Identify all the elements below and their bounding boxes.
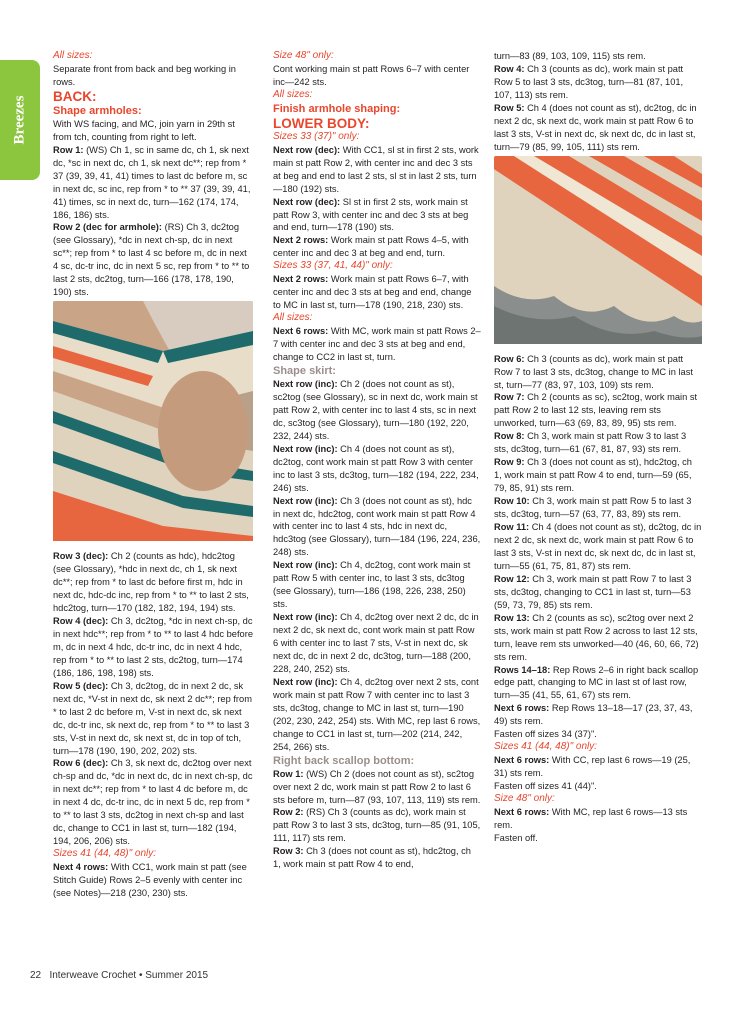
instruction-rows-14-18: Rows 14–18: Rep Rows 2–6 in right back scallop edge patt, changing to MC in last st of last row, turn—35 (41, 55, 61, 67) sts rem. xyxy=(494,664,699,701)
instruction-row-2: Row 2: (RS) Ch 3 (counts as dc), work main st patt Row 3 to last 3 sts, dc3tog, turn—85 (91, 105, 111, 117) sts rem. xyxy=(273,807,481,844)
instruction-row-11: Row 11: Ch 4 (does not count as st), dc2tog, dc in next 2 dc, sk next dc, work main st patt Row 6 to last 3 sts, V-st in next dc, sk next dc, dc in last st, turn—55 (61, 75, 81, 87) sts rem. xyxy=(494,522,702,571)
paragraph: Fasten off. xyxy=(494,832,538,843)
column-1 xyxy=(53,50,253,900)
instruction-inc-row: Next row (inc): Ch 4 (does not count as st), dc2tog, cont work main st patt Row 3 with center inc to last 3 sts, dc3tog, turn—182 (194, 222, 234, 246) sts. xyxy=(273,443,479,493)
instruction-row-9: Row 9: Ch 3 (does not count as st), hdc2tog, ch 1, work main st patt Row 4 to end, turn—59 (65, 79, 85, 91) sts rem. xyxy=(494,457,692,494)
heading-shape-armholes: Shape armholes: xyxy=(53,104,142,117)
issue-name: Summer 2015 xyxy=(145,970,209,981)
photo-armhole-image xyxy=(53,301,253,541)
instruction-next-4-rows: Next 4 rows: With CC1, work main st patt (see Stitch Guide) Rows 2–5 evenly with center inc (see Notes)—218 (230, 230) sts. xyxy=(53,862,247,898)
page-footer xyxy=(30,970,208,981)
photo-armhole-detail xyxy=(53,301,253,546)
instruction-row-6: Row 6: Ch 3 (counts as dc), work main st patt Row 7 to last 3 sts, dc3tog, change to MC in last st, turn—77 (83, 97, 103, 109) sts rem. xyxy=(494,353,693,390)
heading-sizes: Sizes 41 (44, 48)" only: xyxy=(53,848,157,860)
instruction-next-rows: Next 2 rows: Work main st patt Rows 4–5, with center inc and dec 3 at beg and end, turn. xyxy=(273,235,469,259)
paragraph: Fasten off sizes 41 (44)". xyxy=(494,781,597,792)
instruction-row-13: Row 13: Ch 2 (counts as sc), sc2tog over next 2 sts, work main st patt Row 2 across to last 12 sts, turn, leave rem sts unworked—40 (46, 60, 66, 72) sts rem. xyxy=(494,612,699,662)
instruction-row-1: Row 1: (WS) Ch 2 (does not count as st), sc2tog over next 2 dc, work main st patt Row 2 to last 6 sts before m, turn—87 (93, 107, 113, 119) sts rem. xyxy=(273,768,481,805)
column-2 xyxy=(273,50,481,871)
instruction-next-6-rows: Next 6 rows: With CC, rep last 6 rows—19 (25, 31) sts rem. xyxy=(494,755,691,779)
instruction-next-rows: Next 6 rows: With MC, work main st patt Rows 2–7 with center inc and dec 3 sts at beg and end, change to CC2 in last st, turn. xyxy=(273,326,481,363)
instruction-inc-row: Next row (inc): Ch 4, dc2tog over next 2 dc, dc in next 2 dc, sk next dc, cont work main st patt Row 6 with center inc to last 7 sts, V-st in next dc, sk next dc, dc in next 2 dc, dc3tog, turn—188 (200, 228, 240, 252) sts. xyxy=(273,612,479,674)
instruction-row-3: Row 3: Ch 3 (does not count as st), hdc2tog, ch 1, work main st patt Row 4 to end, xyxy=(273,846,471,870)
instruction-row-4: Row 4 (dec): Ch 3, dc2tog, *dc in next ch-sp, dc in next hdc**; rep from * to ** to last 4 hdc before m, dc in next 4 hdc, dc-tr inc, dc in next 4 hdc, rep from * to ** to last 2 sts, dc2tog, turn—174 (186, 186, 198, 198) sts. xyxy=(53,615,253,678)
paragraph: Separate front from back and beg working in rows. xyxy=(53,63,236,87)
heading-shape-skirt: Shape skirt: xyxy=(273,364,336,377)
heading-all-sizes: All sizes: xyxy=(53,50,93,61)
instruction-inc-row: Next row (inc): Ch 2 (does not count as st), sc2tog (see Glossary), sc in next dc, work main st patt Row 2, with center inc to last 4 sts, sc in next dc, sc3tog (see Glossary), turn—180 (192, 220, 232, 244) sts. xyxy=(273,378,478,441)
section-tab xyxy=(0,60,40,180)
page-number: 22 xyxy=(30,970,42,981)
section-tab-label: Breezes xyxy=(11,95,28,145)
instruction-next-6-rows: Next 6 rows: With MC, rep last 6 rows—13 sts rem. xyxy=(494,806,688,830)
heading-finish-armhole: Finish armhole shaping: xyxy=(273,102,401,115)
paragraph: Cont working main st patt Rows 6–7 with center inc—242 sts. xyxy=(273,63,470,87)
heading-sizes: Sizes 33 (37, 41, 44)" only: xyxy=(273,260,393,272)
instruction-row-12: Row 12: Ch 3, work main st patt Row 7 to last 3 sts, dc3tog, changing to CC1 in last st, turn—53 (59, 73, 79, 85) sts rem. xyxy=(494,573,692,610)
instruction-row-6: Row 6 (dec): Ch 3, sk next dc, dc2tog over next ch-sp and dc, *dc in next dc, dc in next ch-sp, dc in next dc**; rep from * to last 4 dc before m, dc in next 4 dc, dc-tr inc, dc in next 5 dc, rep from * to ** to last 3 sts, dc2tog in next ch-sp and last dc, change to CC1 in last st, turn—182 (194, 194, 206, 206) sts. xyxy=(53,758,253,847)
heading-back: BACK: xyxy=(53,88,97,104)
heading-all-sizes: All sizes: xyxy=(273,312,313,324)
instruction-row-10: Row 10: Ch 3, work main st patt Row 5 to last 3 sts, dc3tog, turn—57 (63, 77, 83, 89) sts rem. xyxy=(494,496,692,520)
instruction-row-4: Row 4: Ch 3 (counts as dc), work main st patt Row 5 to last 3 sts, dc3tog, turn—81 (87, 101, 107, 113) sts rem. xyxy=(494,63,684,100)
heading-right-back-scallop: Right back scallop bottom: xyxy=(273,754,415,767)
instruction-inc-row: Next row (inc): Ch 4, dc2tog, cont work main st patt Row 5 with center inc, to last 3 sts, dc3tog (see Glossary), turn—186 (198, 226, 238, 250) sts. xyxy=(273,560,471,610)
heading-sizes: Sizes 41 (44, 48)" only: xyxy=(494,741,598,753)
instruction-row-7: Row 7: Ch 2 (counts as sc), sc2tog, work main st patt Row 2 to last 12 sts, leaving rem sts unworked, turn—63 (69, 83, 89, 95) sts rem. xyxy=(494,392,698,429)
instruction-next-rows: Next 2 rows: Work main st patt Rows 6–7, with center inc and dec 3 sts at beg and end, change to MC in last st, turn—178 (190, 218, 230) sts. xyxy=(273,274,472,311)
paragraph: With WS facing, and MC, join yarn in 29th st from tch, counting from right to left. xyxy=(53,118,235,142)
photo-scallop-image xyxy=(494,156,702,344)
instruction-inc-row: Next row (inc): Ch 3 (does not count as st), hdc in next dc, hdc2tog, cont work main st patt Row 4 with center inc to last 4 sts, hdc in next dc, hdc3tog (see Glossary), turn—184 (196, 224, 236, 248) sts. xyxy=(273,495,481,558)
instruction-row-5: Row 5 (dec): Ch 3, dc2tog, dc in next 2 dc, sk next dc, *V-st in next dc, sk next 2 dc**; rep from * to last 2 dc before m, V-st in next dc, sk next dc, dc-tr inc, sk next dc, rep from * to ** to last 3 sts, V-st in next dc, sk next st, dc in top of tch, turn—178 (190, 190, 202, 202) sts. xyxy=(53,680,252,756)
instruction-row-1: Row 1: (WS) Ch 1, sc in same dc, ch 1, sk next dc, *sc in next dc, ch 1, sk next dc**; rep from * 37 (39, 39, 41, 41) times to last dc before m, sc in next dc, sc inc, rep from * to ** 37 (39, 39, 41, 41) times, sc in next dc, turn—162 (174, 174, 186, 186) sts. xyxy=(53,144,251,220)
heading-size: Size 48" only: xyxy=(494,793,555,805)
heading-all-sizes: All sizes: xyxy=(273,88,313,100)
instruction-next-6-rows: Next 6 rows: Rep Rows 13–18—17 (23, 37, 43, 49) sts rem. xyxy=(494,703,693,727)
instruction-next-row: Next row (dec): Sl st in first 2 sts, work main st patt Row 3, with center inc and dec 3 sts at beg and end, turn—178 (190) sts. xyxy=(273,196,469,233)
footer-bullet: • xyxy=(138,970,143,981)
instruction-inc-row: Next row (inc): Ch 4, dc2tog over next 2 sts, cont work main st patt Row 7 with center inc to last 3 sts, dc3tog, change to MC in last st, turn—190 (202, 230, 242, 254) sts. With MC, rep last 6 rows, change to CC1 in last st, turn—202 (214, 242, 254, 266) sts. xyxy=(273,676,481,752)
paragraph: turn—83 (89, 103, 109, 115) sts rem. xyxy=(494,51,646,61)
instruction-row-2: Row 2 (dec for armhole): (RS) Ch 3, dc2tog (see Glossary), *dc in next ch-sp, dc in next sc**; rep from * to last 4 sc before m, dc in next 4 sc, dc-tr inc, dc in next 5 sc, rep from * to ** to last 2 sts, dc2tog, turn—166 (178, 178, 190, 190) sts. xyxy=(53,222,250,298)
instruction-next-row: Next row (dec): With CC1, sl st in first 2 sts, work main st patt Row 2, with center inc and dec 3 sts at beg and end to last 2 sts, sl st in last 2 sts, turn—180 (192) sts. xyxy=(273,144,479,194)
heading-size: Size 48" only: xyxy=(273,50,334,61)
paragraph: Fasten off sizes 34 (37)". xyxy=(494,729,597,740)
heading-lower-body: LOWER BODY: xyxy=(273,115,370,131)
column-3 xyxy=(494,50,702,845)
publication-name: Interweave Crochet xyxy=(49,970,137,981)
heading-sizes: Sizes 33 (37)" only: xyxy=(273,130,360,142)
instruction-row-5: Row 5: Ch 4 (does not count as st), dc2tog, dc in next 2 dc, sk next dc, work main st patt Row 6 to last 3 sts, V-st in next dc, sk next dc, dc in last st, turn—79 (85, 99, 105, 111) sts rem. xyxy=(494,102,697,152)
photo-scallop-detail xyxy=(494,156,702,349)
instruction-row-8: Row 8: Ch 3, work main st patt Row 3 to last 3 sts, dc3tog, turn—61 (67, 81, 87, 93) sts rem. xyxy=(494,431,687,455)
instruction-row-3: Row 3 (dec): Ch 2 (counts as hdc), hdc2tog (see Glossary), *hdc in next dc, ch 1, sk next dc**; rep from * to last dc before first m, hdc in next dc, hdc-dc inc, rep from * to ** to last 2 sts, hdc2tog, turn—170 (182, 182, 194, 194) sts. xyxy=(53,551,249,614)
